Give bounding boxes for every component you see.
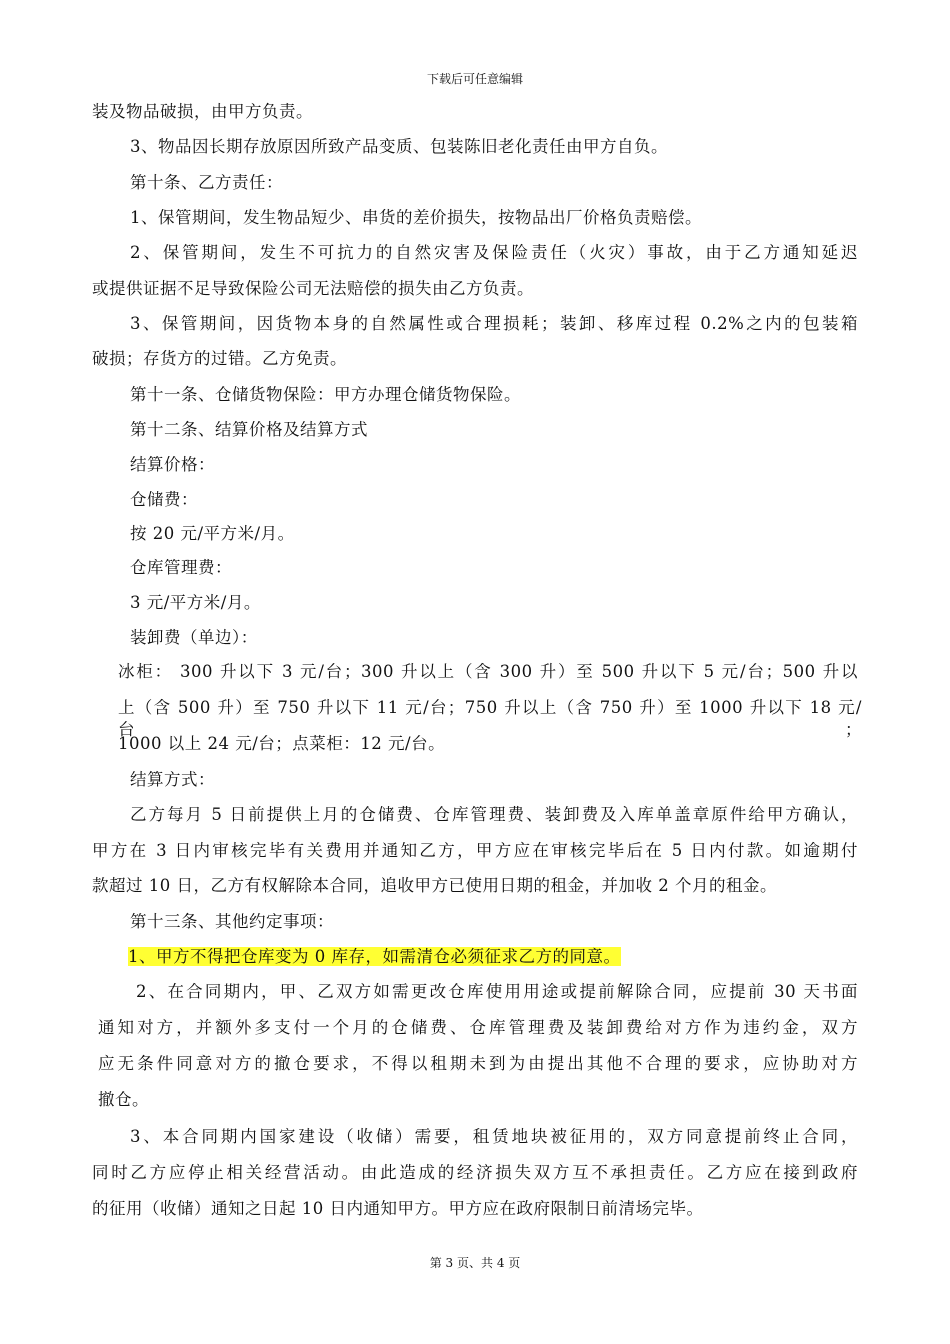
text-line: 第十条、乙方责任：: [130, 173, 283, 192]
text-line: 仓库管理费：: [130, 558, 232, 577]
text-line: 3 元/平方米/月。: [130, 593, 261, 612]
text-line: 撤仓。: [98, 1090, 149, 1109]
text-line: 第十三条、其他约定事项：: [130, 912, 334, 931]
text-line: 乙方每月 5 日前提供上月的仓储费、仓库管理费、装卸费及入库单盖章原件给甲方确认，: [130, 805, 858, 824]
text-line: 3、保管期间，因货物本身的自然属性或合理损耗；装卸、移库过程 0.2%之内的包装箱: [130, 314, 858, 333]
text-line: 2、保管期间，发生不可抗力的自然灾害及保险责任（火灾）事故，由于乙方通知延迟: [130, 243, 858, 262]
text-line: 1、保管期间，发生物品短少、串货的差价损失，按物品出厂价格负责赔偿。: [130, 208, 702, 227]
text-line: 结算价格：: [130, 455, 215, 474]
text-line: [128, 946, 621, 968]
text-line: 甲方在 3 日内审核完毕有关费用并通知乙方，甲方应在审核完毕后在 5 日内付款。如逾期付: [92, 841, 858, 860]
text-line: 结算方式：: [130, 770, 215, 789]
text-line: 第十一条、仓储货物保险：甲方办理仓储货物保险。: [130, 385, 521, 404]
text-line: 第十二条、结算价格及结算方式: [130, 420, 368, 439]
text-line: 1000 以上 24 元/台；点菜柜：12 元/台。: [118, 734, 446, 753]
text-line: 仓储费：: [130, 490, 198, 509]
page-footer: 第 3 页、共 4 页: [429, 1256, 521, 1270]
text-line: 3、本合同期内国家建设（收储）需要，租赁地块被征用的，双方同意提前终止合同，: [130, 1127, 858, 1146]
text-line: 上（含 500 升）至 750 升以下 11 元/台；750 升以上（含 750 升）至 1000 升以下 18 元/台；: [118, 698, 862, 739]
page-header: 下载后可任意编辑: [426, 72, 523, 86]
text-line: 款超过 10 日，乙方有权解除本合同，追收甲方已使用日期的租金，并加收 2 个月的租金。: [92, 876, 777, 895]
text-line: 3、物品因长期存放原因所致产品变质、包装陈旧老化责任由甲方自负。: [130, 137, 668, 156]
text-line: 通知对方，并额外多支付一个月的仓储费、仓库管理费及装卸费给对方作为违约金，双方: [98, 1018, 858, 1037]
text-line: 破损；存货方的过错。乙方免责。: [92, 349, 347, 368]
text-line: 按 20 元/平方米/月。: [130, 524, 295, 543]
text-line: 应无条件同意对方的撤仓要求，不得以租期未到为由提出其他不合理的要求，应协助对方: [98, 1054, 858, 1073]
text-line: 2、在合同期内，甲、乙双方如需更改仓库使用用途或提前解除合同，应提前 30 天书面: [136, 982, 858, 1001]
text-line: 冰柜： 300 升以下 3 元/台；300 升以上（含 300 升）至 500 升以下 5 元/台；500 升以: [118, 662, 858, 681]
text-line: 的征用（收储）通知之日起 10 日内通知甲方。甲方应在政府限制日前清场完毕。: [92, 1199, 704, 1218]
text-line: 同时乙方应停止相关经营活动。由此造成的经济损失双方互不承担责任。乙方应在接到政府: [92, 1163, 858, 1182]
text-line: 装卸费（单边）：: [130, 628, 258, 647]
text-line: 或提供证据不足导致保险公司无法赔偿的损失由乙方负责。: [92, 279, 534, 298]
highlighted-text: 1、甲方不得把仓库变为 0 库存，如需清仓必须征求乙方的同意。: [128, 947, 621, 966]
text-line: 装及物品破损，由甲方负责。: [92, 102, 313, 121]
